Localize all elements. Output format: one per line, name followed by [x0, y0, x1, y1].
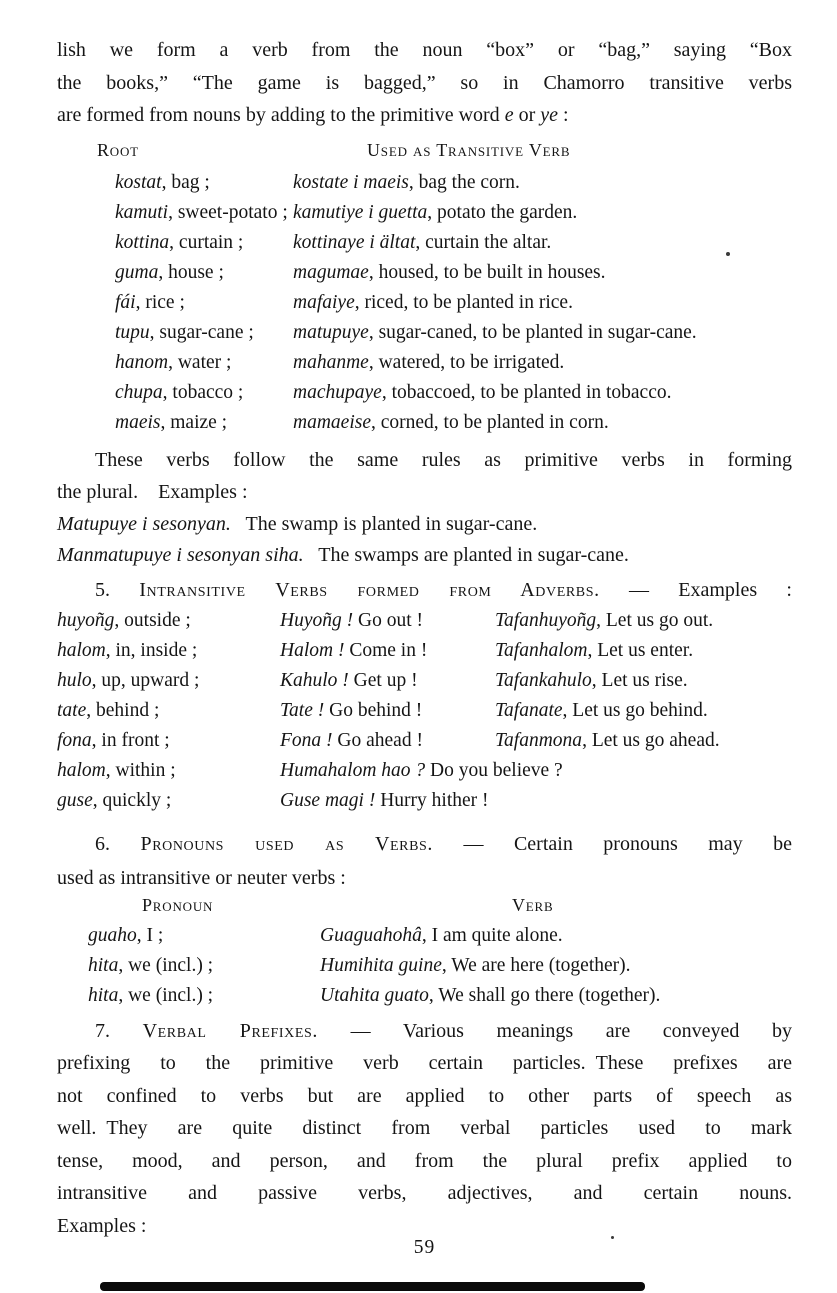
text-segment: — Examples :	[599, 578, 792, 601]
text-segment: Manmatupuye i sesonyan siha.	[57, 543, 304, 566]
adverb-cell: halom, within ;	[57, 759, 176, 781]
text-segment: prefixing to the primitive verb certain particles. These prefixes are	[57, 1052, 792, 1075]
scan-artifact-bar	[100, 1282, 645, 1291]
root-cell: fái, rice ;	[115, 291, 185, 313]
adverb-verb-table	[57, 606, 792, 816]
text-segment: or	[513, 104, 541, 126]
text-segment: ye	[540, 104, 559, 126]
adverb-cell: guse, quickly ;	[57, 789, 172, 811]
section-7-paragraph	[57, 1015, 792, 1243]
root-cell: kostat, bag ;	[115, 171, 210, 193]
table-row	[115, 168, 792, 198]
column-header-pronoun: Pronoun	[142, 894, 214, 915]
plural-examples	[57, 509, 792, 571]
example-line	[57, 509, 792, 540]
section-6-paragraph	[57, 827, 792, 895]
table-row	[115, 378, 792, 408]
paragraph-line	[57, 99, 792, 132]
column-header-root: Root	[97, 139, 139, 160]
text-segment: are formed from nouns by adding to the primitive word	[57, 104, 505, 126]
root-cell: hanom, water ;	[115, 351, 232, 373]
adverb-cell: fona, in front ;	[57, 729, 170, 751]
verb-cell: Guaguahohâ, I am quite alone.	[320, 924, 563, 946]
hortative-cell: Tafanhalom, Let us enter.	[495, 639, 694, 661]
text-segment: The swamp is planted in sugar-cane.	[230, 512, 538, 535]
paragraph-line	[57, 1145, 792, 1178]
paragraph-line	[57, 34, 792, 67]
scan-speck	[611, 1236, 614, 1239]
text-segment: well. They are quite distinct from verbal particles used to mark	[57, 1117, 792, 1140]
text-segment: — Various meanings are conveyed by	[318, 1019, 793, 1042]
paragraph-line	[57, 1177, 792, 1210]
table-row	[88, 951, 792, 981]
page-content	[57, 0, 792, 1293]
section-5-heading	[57, 574, 792, 606]
paragraph-line	[57, 444, 792, 477]
table-row	[88, 981, 792, 1011]
text-segment: Intransitive Verbs formed from Adverbs.	[139, 578, 600, 601]
paragraph-line	[57, 861, 792, 895]
text-segment: not confined to verbs but are applied to other parts of speech as	[57, 1084, 792, 1107]
hortative-cell: Tafanhuyoñg, Let us go out.	[495, 609, 714, 631]
table-row	[88, 921, 792, 951]
table-row	[57, 606, 792, 636]
paragraph-line	[57, 1080, 792, 1113]
verb-cell: Humihita guine, We are here (together).	[320, 954, 631, 976]
text-segment: Pronouns used as Verbs.	[140, 832, 434, 855]
transitive-verb-table	[57, 168, 792, 438]
imperative-cell: Fona ! Go ahead !	[280, 729, 423, 751]
pronoun-verb-table	[57, 921, 792, 1011]
table-row	[115, 228, 792, 258]
text-segment: the plural. Examples :	[57, 481, 248, 503]
verb-cell: kottinaye i ältat, curtain the altar.	[293, 231, 552, 253]
text-segment: Matupuye i sesonyan.	[57, 512, 231, 535]
table-row	[115, 408, 792, 438]
verb-cell: kostate i maeis, bag the corn.	[293, 171, 520, 193]
adverb-cell: halom, in, inside ;	[57, 639, 198, 661]
text-segment: 7.	[95, 1019, 143, 1042]
column-header-verb: Verb	[512, 894, 554, 915]
table-row	[57, 636, 792, 666]
imperative-cell: Tate ! Go behind !	[280, 699, 423, 721]
table-row	[57, 666, 792, 696]
root-cell: chupa, tobacco ;	[115, 381, 244, 403]
hortative-cell: Tafanate, Let us go behind.	[495, 699, 708, 721]
pronoun-cell: hita, we (incl.) ;	[88, 954, 214, 976]
column-header-transitive-verb: Used as Transitive Verb	[367, 139, 571, 160]
text-segment: Verbal Prefixes.	[142, 1019, 319, 1042]
paragraph-line	[57, 1112, 792, 1145]
paragraph-line	[57, 67, 792, 100]
scan-speck	[726, 252, 730, 256]
paragraph-line	[57, 827, 792, 861]
question-cell: Humahalom hao ? Do you believe ?	[280, 759, 563, 781]
text-segment: tense, mood, and person, and from the plural prefix applied to	[57, 1149, 792, 1172]
pronoun-cell: hita, we (incl.) ;	[88, 984, 214, 1006]
text-segment: The swamps are planted in sugar-cane.	[303, 543, 629, 566]
root-cell: tupu, sugar-cane ;	[115, 321, 254, 343]
text-segment: These verbs follow the same rules as primitive verbs in forming	[95, 448, 792, 471]
verb-cell: mahanme, watered, to be irrigated.	[293, 351, 565, 373]
transitive-verb-table-header	[57, 140, 792, 166]
root-cell: kamuti, sweet-potato ;	[115, 201, 288, 223]
plural-note-paragraph	[57, 444, 792, 509]
root-cell: maeis, maize ;	[115, 411, 228, 433]
table-row	[115, 348, 792, 378]
adverb-cell: huyoñg, outside ;	[57, 609, 191, 631]
text-segment: 6.	[95, 832, 141, 855]
page-number: 59	[413, 1237, 436, 1258]
adverb-cell: hulo, up, upward ;	[57, 669, 200, 691]
verb-cell: mamaeise, corned, to be planted in corn.	[293, 411, 609, 433]
text-segment: used as intransitive or neuter verbs :	[57, 866, 346, 889]
example-line	[57, 540, 792, 571]
verb-cell: kamutiye i guetta, potato the garden.	[293, 201, 578, 223]
table-row	[115, 258, 792, 288]
paragraph-line	[57, 476, 792, 509]
verb-cell: Utahita guato, We shall go there (together).	[320, 984, 661, 1006]
text-segment: Examples :	[57, 1215, 147, 1238]
table-row	[57, 696, 792, 726]
imperative-cell: Kahulo ! Get up !	[280, 669, 418, 691]
intro-paragraph	[57, 34, 792, 132]
pronoun-table-header	[57, 895, 792, 921]
table-row	[57, 726, 792, 756]
root-cell: kottina, curtain ;	[115, 231, 244, 253]
imperative-cell: Halom ! Come in !	[280, 639, 428, 661]
paragraph-line	[57, 1015, 792, 1048]
text-segment: — Certain pronouns may be	[433, 832, 792, 855]
text-segment: intransitive and passive verbs, adjectives, and certain nouns.	[57, 1182, 792, 1205]
text-segment: lish we form a verb from the noun “box” or “bag,” saying “Box	[57, 39, 792, 61]
text-segment: :	[558, 104, 569, 126]
text-segment: the books,” “The game is bagged,” so in Chamorro transitive verbs	[57, 71, 792, 94]
root-cell: guma, house ;	[115, 261, 224, 283]
verb-cell: matupuye, sugar-caned, to be planted in sugar-cane.	[293, 321, 697, 343]
text-segment: e	[504, 104, 514, 126]
table-row	[57, 756, 792, 786]
paragraph-line	[57, 1047, 792, 1080]
table-row	[115, 318, 792, 348]
text-segment: 5.	[95, 578, 140, 601]
imperative-cell: Huyoñg ! Go out !	[280, 609, 423, 631]
pronoun-cell: guaho, I ;	[88, 924, 164, 946]
hortative-cell: Tafankahulo, Let us rise.	[495, 669, 688, 691]
hortative-cell: Tafanmona, Let us go ahead.	[495, 729, 720, 751]
verb-cell: magumae, housed, to be built in houses.	[293, 261, 606, 283]
verb-cell: mafaiye, riced, to be planted in rice.	[293, 291, 573, 313]
table-row	[57, 786, 792, 816]
adverb-cell: tate, behind ;	[57, 699, 160, 721]
table-row	[115, 288, 792, 318]
verb-cell: machupaye, tobaccoed, to be planted in tobacco.	[293, 381, 672, 403]
exclamation-cell: Guse magi ! Hurry hither !	[280, 789, 489, 811]
table-row	[115, 198, 792, 228]
